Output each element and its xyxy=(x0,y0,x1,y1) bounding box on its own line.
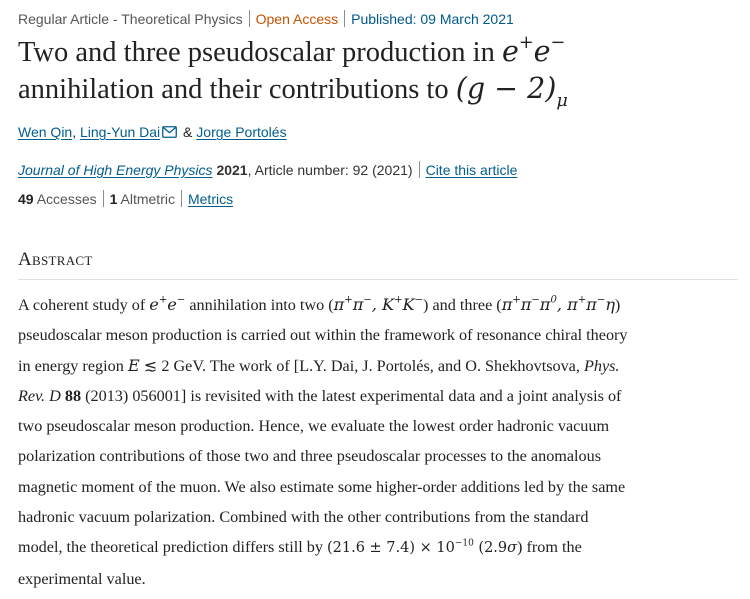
abstract-line-2: pseudoscalar meson production is carried out within the framework of resonance chiral theory xyxy=(18,326,628,345)
abstract-text xyxy=(18,290,738,594)
cite-this-article-link[interactable]: Cite this article xyxy=(425,162,518,178)
title-math-ee xyxy=(501,32,566,68)
title-math-sup2: − xyxy=(550,32,566,53)
article-metrics xyxy=(18,189,233,209)
abstract-text-span: model, the theoretical prediction differs still by xyxy=(18,538,327,557)
abstract-line-10: experimental value. xyxy=(18,569,146,588)
divider xyxy=(181,190,182,207)
math-energy: E xyxy=(127,355,140,375)
journal-abbrev: Phys. xyxy=(583,356,620,375)
citation-info xyxy=(18,160,517,180)
math-deviation xyxy=(327,540,517,556)
abstract-line-8: hadronic vacuum polarization. Combined with the other contributions from the standard xyxy=(18,508,589,527)
section-divider xyxy=(18,279,738,280)
altmetric-label: Altmetric xyxy=(117,191,175,207)
abstract-line-7: magnetic moment of the muon. We also estimate some higher-order additions led by the same xyxy=(18,477,626,496)
abstract-heading: Abstract xyxy=(18,249,93,270)
deviation-sigma-count: (2.9 xyxy=(473,540,508,557)
divider xyxy=(249,10,250,27)
publication-year: 2021 xyxy=(216,162,248,178)
abstract-text-span: in energy region xyxy=(18,356,128,375)
title-math-g2-expr: (g − 2) xyxy=(455,72,557,105)
abstract-text-span: ) from the xyxy=(517,538,582,557)
abstract-text-span: ) and three ( xyxy=(423,296,502,314)
article-title xyxy=(18,32,738,111)
author-ampersand: & xyxy=(179,124,197,140)
title-text-2: annihilation and their contributions to xyxy=(18,74,456,105)
divider xyxy=(344,10,345,27)
article-meta xyxy=(18,9,514,29)
abstract-line-3 xyxy=(18,351,738,381)
metrics-link[interactable]: Metrics xyxy=(187,191,234,207)
author-link-wen-qin[interactable]: Wen Qin xyxy=(18,124,73,140)
abstract-text-span: (2013) 056001] is revisited with the latest experimental data and a joint analysis of xyxy=(81,386,622,405)
abstract-line-9 xyxy=(18,532,738,563)
title-math-e1: e xyxy=(501,35,519,68)
title-math-sup1: + xyxy=(518,32,534,53)
author-separator: , xyxy=(72,124,80,140)
math-ee: e+e− xyxy=(149,294,186,314)
abstract-line-5: two pseudoscalar meson production. Hence, we evaluate the lowest order hadronic vacuum xyxy=(18,417,610,436)
divider xyxy=(103,190,104,207)
altmetric-count: 1 xyxy=(109,191,118,207)
journal-link[interactable]: Journal of High Energy Physics xyxy=(18,162,213,178)
deviation-value: (21.6 ± 7.4) × 10 xyxy=(326,540,455,557)
sigma-symbol: σ xyxy=(507,540,518,557)
abstract-line-6: polarization contributions of those two and three pseudoscalar processes to the anomalous xyxy=(18,447,602,466)
title-line-2 xyxy=(18,71,738,111)
divider xyxy=(419,161,420,178)
envelope-icon[interactable] xyxy=(162,123,177,143)
author-list xyxy=(18,122,287,143)
math-two-pseudoscalar: π+π−, K+K− xyxy=(333,294,424,314)
abstract-line-1 xyxy=(18,290,738,320)
abstract-text-span: ) xyxy=(614,296,621,314)
title-math-g2 xyxy=(455,72,568,111)
math-three-pseudoscalar: $\pi^+\pi^-\pi^0$, π+π−η xyxy=(501,294,615,314)
abstract-line-4 xyxy=(18,381,738,411)
article-number: , Article number: 92 (2021) xyxy=(247,162,413,178)
abstract-text-span: A coherent study of xyxy=(18,296,150,314)
abstract-text-span: ≲ 2 GeV. The work of [L.Y. Dai, J. Portolés, and O. Shekhovtsova, xyxy=(139,356,584,375)
title-math-e2: e xyxy=(533,35,551,68)
publication-date: Published: 09 March 2021 xyxy=(351,11,514,27)
title-math-mu: μ xyxy=(556,90,568,111)
author-link-jorge-portoles[interactable]: Jorge Portolés xyxy=(196,124,287,140)
open-access-badge: Open Access xyxy=(255,11,339,27)
title-line-1 xyxy=(18,34,738,71)
accesses-label: Accesses xyxy=(33,191,97,207)
title-text-1: Two and three pseudoscalar production in xyxy=(18,37,502,68)
accesses-count: 49 xyxy=(18,191,34,207)
article-type: Regular Article - Theoretical Physics xyxy=(18,11,243,27)
volume-number: 88 xyxy=(64,386,82,405)
author-link-ling-yun-dai[interactable]: Ling-Yun Dai xyxy=(80,124,161,140)
abstract-text-span: annihilation into two ( xyxy=(185,296,334,314)
journal-abbrev: Rev. D xyxy=(18,386,61,405)
deviation-exponent: −10 xyxy=(454,538,474,549)
